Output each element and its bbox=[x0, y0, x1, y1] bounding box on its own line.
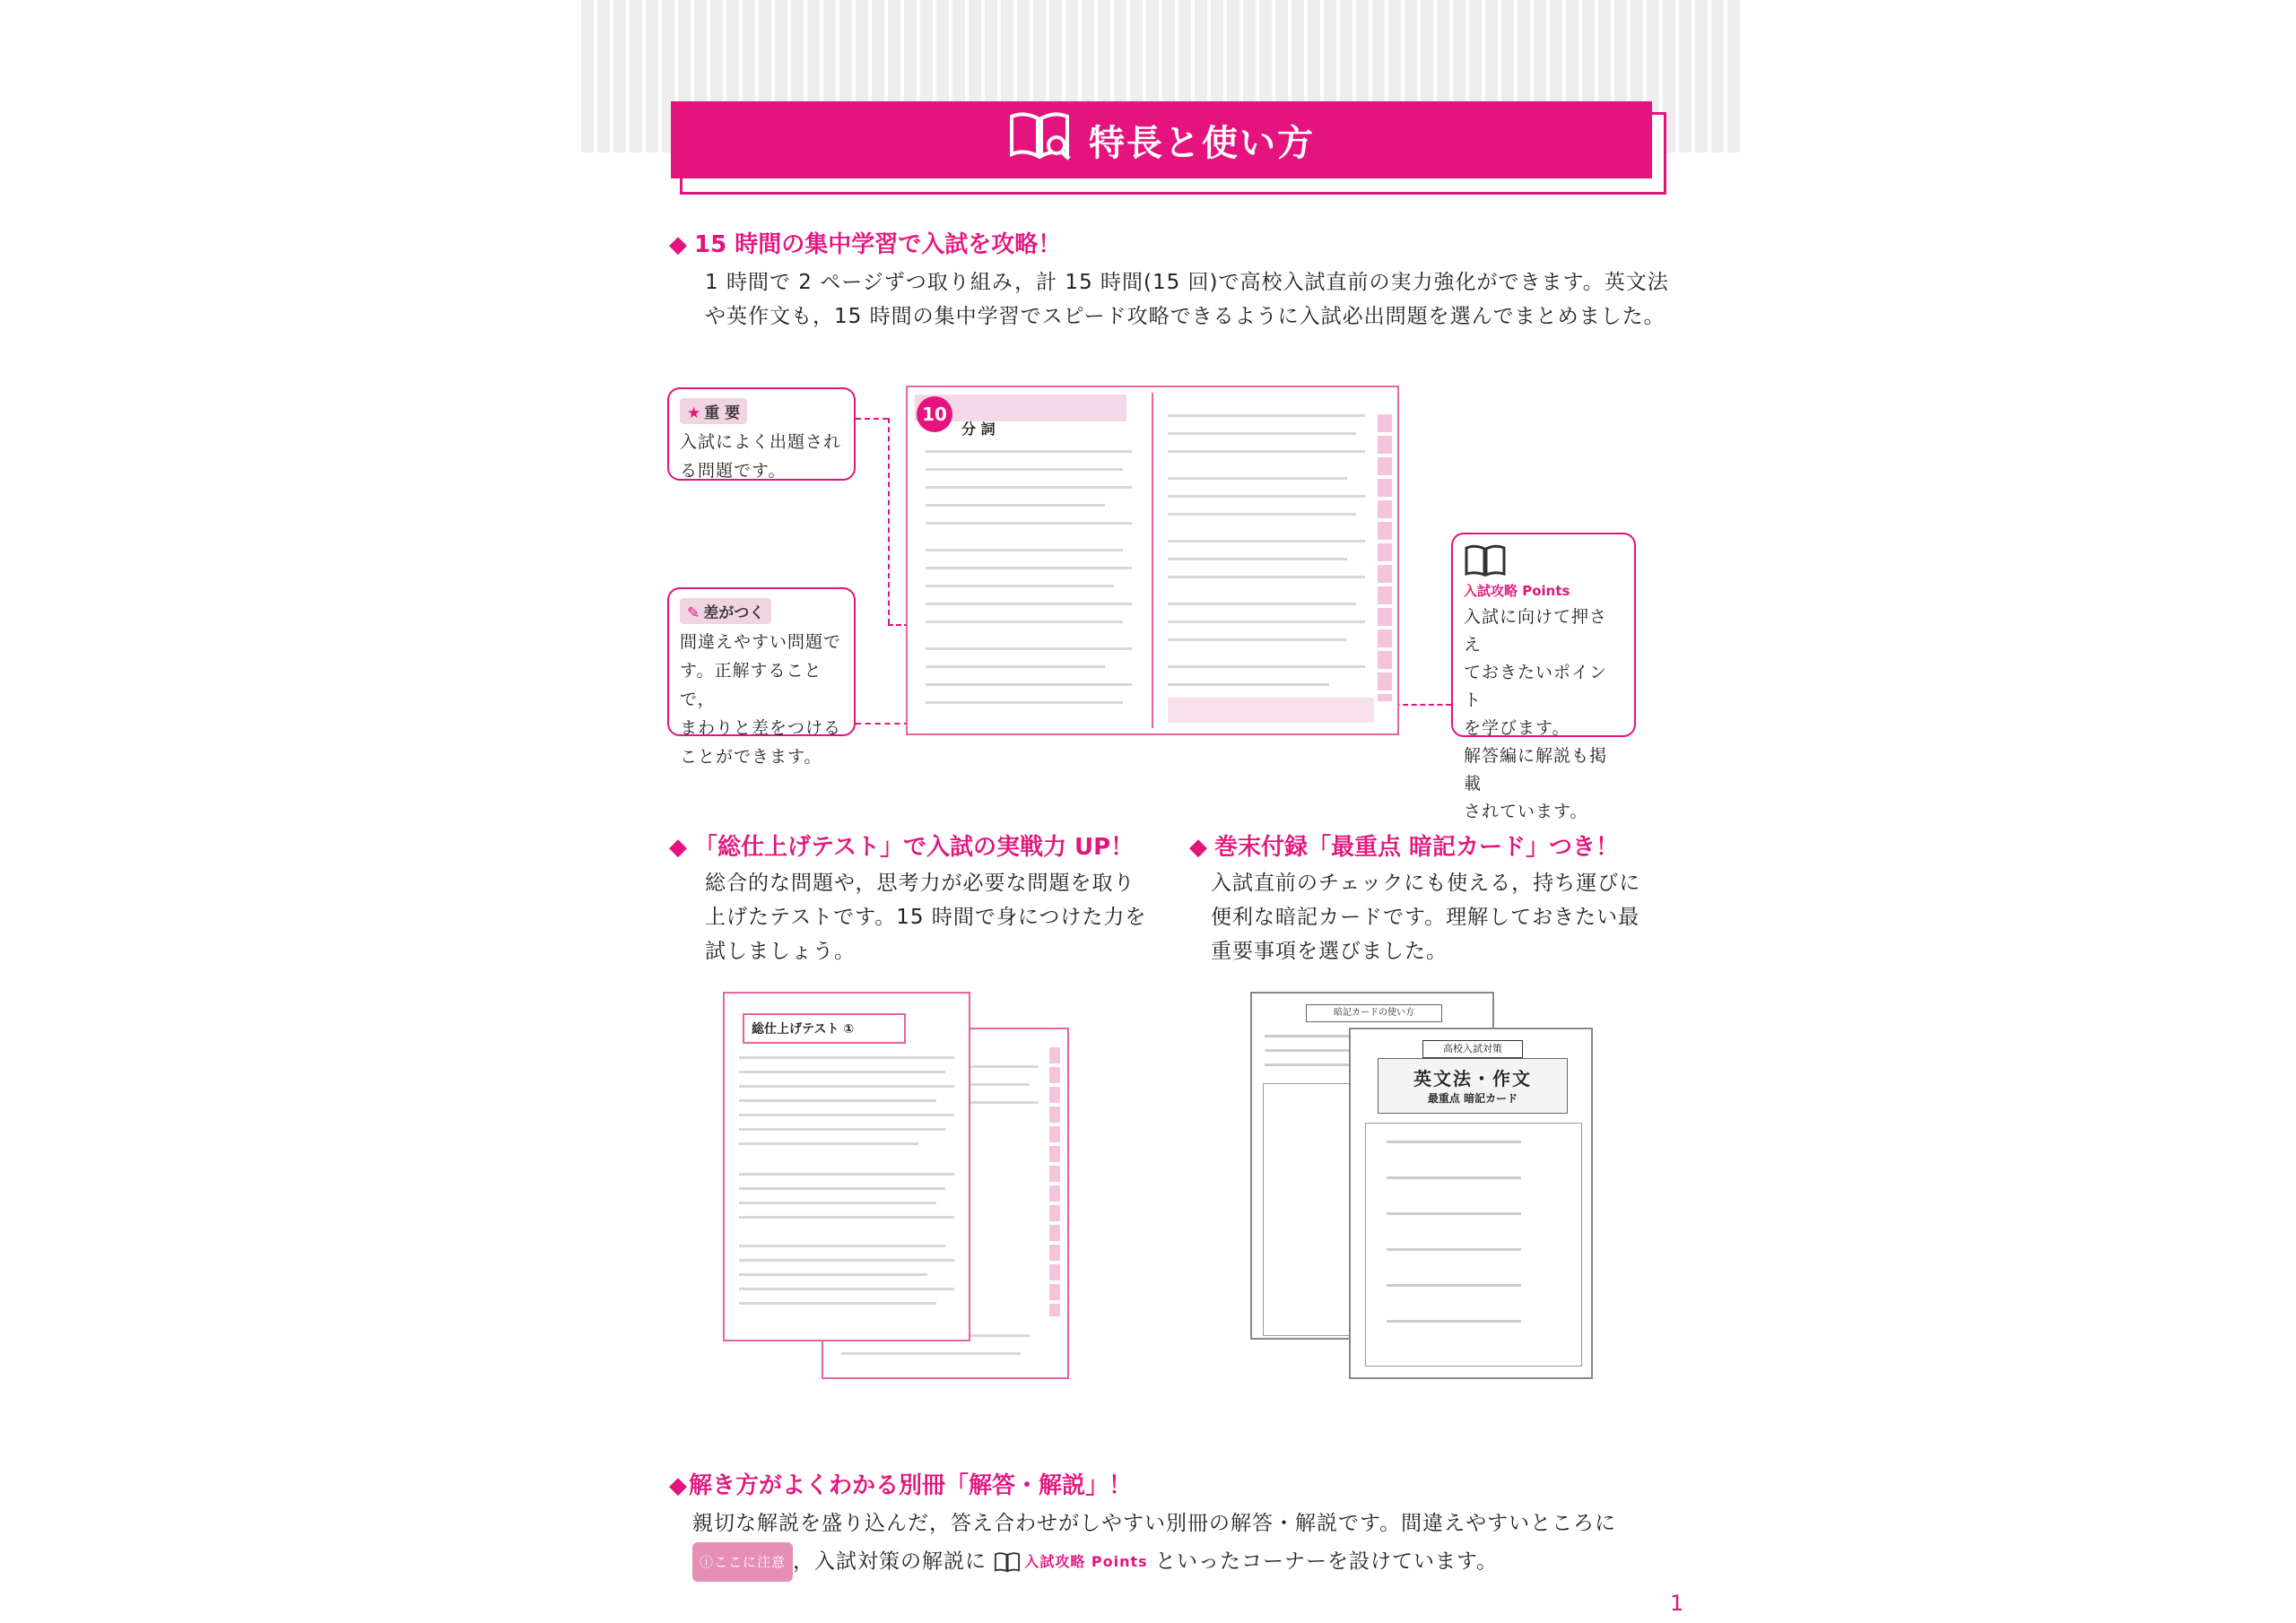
callout-points: 入試攻略 Points 入試に向けて押さえ ておきたいポイント を学びます。 解答編に解説も掲載 されています。 bbox=[1451, 533, 1636, 737]
section4-heading: ◆解き方がよくわかる別冊「解答・解説」！ bbox=[669, 1472, 1133, 1499]
section2-body: 総合的な問題や，思考力が必要な問題を取り 上げたテストです。15 時間で身につけた力を 試しましょう。 bbox=[705, 872, 1147, 963]
card-label: 高校入試対策 bbox=[1422, 1040, 1523, 1058]
title-banner bbox=[671, 101, 1652, 178]
section3-body: 入試直前のチェックにも使える，持ち運びに 便利な暗記カードです。理解しておきたい最 重要事項を選びました。 bbox=[1211, 872, 1641, 963]
section1-body: 1 時間で 2 ページずつ取り組み，計 15 時間(15 回)で高校入試直前の実力強化ができます。英文法 や英作文も，15 時間の集中学習でスピード攻略できるように入試必出問題を選んでまとめました。 bbox=[705, 271, 1669, 328]
section4-line1: 親切な解説を盛り込んだ，答え合わせがしやすい別冊の解答・解説です。間違えやすいところに bbox=[692, 1512, 1617, 1535]
section1-heading: ◆ 15 時間の集中学習で入試を攻略！ bbox=[669, 231, 1062, 258]
book-magnifier-icon bbox=[1008, 109, 1071, 170]
caution-tag: ⓘここに注意 bbox=[692, 1542, 793, 1582]
section3-heading: ◆ 巻末付録「最重点 暗記カード」つき！ bbox=[1189, 834, 1620, 861]
card-title: 英文法・作文 bbox=[1413, 1068, 1532, 1089]
test-title: 総仕上げテスト ① bbox=[743, 1013, 906, 1044]
info-icon: ⓘ bbox=[700, 1554, 715, 1570]
star-icon: ★ bbox=[687, 404, 701, 422]
open-book-icon bbox=[994, 1550, 1021, 1574]
pencil-icon: ✎ bbox=[687, 604, 700, 622]
open-book-icon bbox=[1464, 543, 1623, 581]
section4-line2: ⓘここに注意 ，入試対策の解説に 入試攻略 Points といったコーナーを設けています。 bbox=[692, 1542, 1697, 1582]
page-title: 特長と使い方 bbox=[1089, 122, 1315, 164]
lesson-number-badge: 10 bbox=[917, 396, 952, 432]
points-inline: 入試攻略 Points bbox=[994, 1545, 1147, 1579]
callout-difference: ✎ 差がつく 間違えやすい問題で す。正解することで， まわりと差をつける ことができます。 bbox=[667, 587, 856, 736]
page-number: 1 bbox=[1670, 1591, 1684, 1616]
card-back: 暗記カードの使い方 bbox=[1250, 992, 1494, 1340]
section2-heading: ◆ 「総仕上げテスト」で入試の実戦力 UP！ bbox=[669, 834, 1135, 861]
test-page-front bbox=[723, 992, 970, 1341]
callout-important: ★ 重 要 入試によく出題され る問題です。 bbox=[667, 387, 856, 481]
lesson-title: 分 詞 bbox=[961, 421, 996, 438]
card-subtitle: 最重点 暗記カード bbox=[1427, 1092, 1518, 1105]
card-front bbox=[1349, 1028, 1593, 1379]
lesson-spread-image bbox=[906, 386, 1399, 735]
